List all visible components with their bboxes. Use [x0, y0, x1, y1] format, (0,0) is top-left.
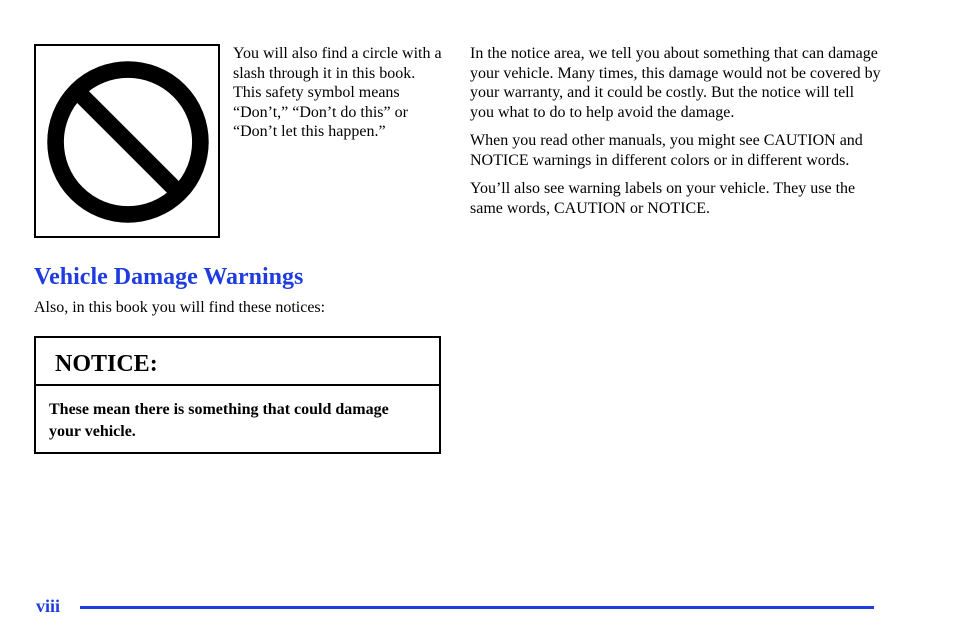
page-number: viii: [36, 596, 61, 616]
notice-body: These mean there is something that could damage your vehicle.: [49, 401, 389, 440]
safety-symbol-description: You will also find a circle with a slash through it in this book. This safety symbol means “Don’t,” “Don’t do this” or “Don’t let this happen.”: [233, 45, 442, 140]
notice-title: NOTICE:: [36, 338, 439, 386]
paragraph-notice-area: In the notice area, we tell you about something that can damage your vehicle. Many times, this damage would not be covered by your warranty, and it could be costly. But the notice will tell you what to do to help avoid the damage.: [470, 45, 881, 121]
lead-text: Also, in this book you will find these notices:: [34, 299, 326, 316]
paragraph-warning-labels: You’ll also see warning labels on your vehicle. They use the same words, CAUTION or NOTICE.: [470, 180, 856, 217]
paragraph-other-manuals: When you read other manuals, you might see CAUTION and NOTICE warnings in different colors or in different words.: [470, 132, 863, 169]
right-column: [470, 44, 882, 227]
section-heading: Vehicle Damage Warnings: [34, 264, 304, 290]
no-symbol-icon: [36, 46, 218, 236]
safety-symbol-box: [34, 44, 220, 238]
notice-box: [34, 336, 441, 454]
footer-rule: [80, 606, 874, 609]
